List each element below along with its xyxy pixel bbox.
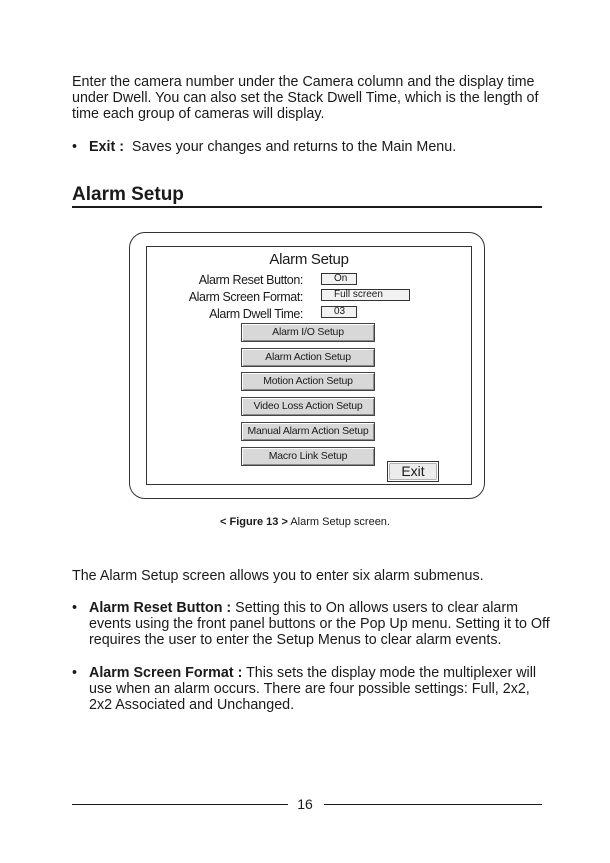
bullet-text: Setting this to On allows users to clear alarm events using the front panel buttons or the Pop Up menu. Setting it to Off requires the user to enter the Setup Menus to clear alarm events. [89, 600, 550, 648]
alarm-screen-format-value[interactable]: Full screen [321, 289, 410, 301]
bullet-term: Alarm Reset Button : [89, 600, 232, 616]
intro-paragraph: Enter the camera number under the Camera column and the display time under Dwell. You can also set the Stack Dwell Time, which is the length of time each group of cameras will display. [72, 74, 539, 122]
page-number: 16 [297, 796, 313, 812]
alarm-action-setup-button[interactable]: Alarm Action Setup [241, 348, 375, 367]
alarm-reset-value[interactable]: On [321, 273, 357, 285]
alarm-io-setup-button[interactable]: Alarm I/O Setup [241, 323, 375, 342]
bullet-dot: • [72, 600, 78, 616]
motion-action-setup-button[interactable]: Motion Action Setup [241, 372, 375, 391]
figure-caption [0, 516, 610, 528]
caption-text: Alarm Setup screen. [290, 516, 390, 528]
alarm-setup-screen [146, 246, 472, 485]
macro-link-setup-button[interactable]: Macro Link Setup [241, 447, 375, 466]
video-loss-action-setup-button[interactable]: Video Loss Action Setup [241, 397, 375, 416]
manual-alarm-action-setup-button[interactable]: Manual Alarm Action Setup [241, 422, 375, 441]
bullet-term: Alarm Screen Format : [89, 665, 243, 681]
bullet-dot: • [72, 139, 78, 155]
alarm-screen-format-bullet [72, 665, 552, 713]
footer-rule-right [324, 804, 542, 805]
alarm-dwell-time-value[interactable]: 03 [321, 306, 357, 318]
alarm-reset-label: Alarm Reset Button: [198, 273, 303, 287]
exit-button[interactable]: Exit [387, 461, 439, 482]
bullet-dot: • [72, 665, 78, 681]
bullet-text: This sets the display mode the multiplexer will use when an alarm occurs. There are four possible settings: Full, 2x2, 2x2 Associated and Unchanged. [89, 665, 537, 713]
exit-bullet [72, 139, 552, 155]
section-heading: Alarm Setup [72, 184, 184, 205]
alarm-dwell-time-label: Alarm Dwell Time: [209, 307, 303, 321]
summary-paragraph: The Alarm Setup screen allows you to enter six alarm submenus. [72, 568, 484, 584]
screen-title: Alarm Setup [269, 251, 349, 268]
alarm-screen-format-label: Alarm Screen Format: [188, 290, 303, 304]
heading-rule [72, 206, 542, 208]
bullet-text: Saves your changes and returns to the Main Menu. [131, 139, 457, 155]
alarm-reset-bullet [72, 600, 552, 648]
bullet-term: Exit : [89, 139, 124, 155]
caption-prefix: < Figure 13 > [220, 516, 288, 528]
